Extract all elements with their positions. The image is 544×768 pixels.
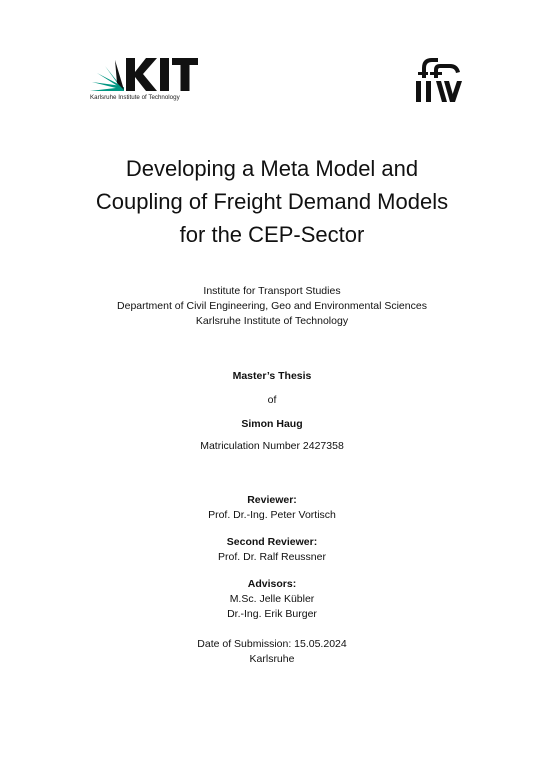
second-reviewer-block <box>0 535 544 565</box>
advisors-heading: Advisors: <box>247 578 297 590</box>
thesis-title <box>0 152 544 251</box>
author-name: Simon Haug <box>241 418 303 430</box>
thesis-of: of <box>267 394 277 406</box>
advisor-name: Dr.-Ing. Erik Burger <box>227 608 317 620</box>
submission-date: Date of Submission: 15.05.2024 <box>197 638 347 650</box>
ifv-logo <box>414 56 464 104</box>
institute-name: Institute for Transport Studies <box>203 285 341 297</box>
title-line-3: for the CEP-Sector <box>179 222 365 247</box>
second-reviewer-name: Prof. Dr. Ralf Reussner <box>218 551 326 563</box>
matriculation-number: Matriculation Number 2427358 <box>200 440 344 452</box>
submission-block <box>0 637 544 667</box>
submission-place: Karlsruhe <box>249 653 295 665</box>
department-name: Department of Civil Engineering, Geo and Environmental Sciences <box>117 300 427 312</box>
reviewer-block <box>0 493 544 523</box>
ifv-logo-graphic <box>414 56 464 104</box>
advisor-name: M.Sc. Jelle Kübler <box>229 593 315 605</box>
advisors-block <box>0 577 544 622</box>
university-name: Karlsruhe Institute of Technology <box>195 315 349 327</box>
reviewer-name: Prof. Dr.-Ing. Peter Vortisch <box>208 509 336 521</box>
thesis-type: Master’s Thesis <box>232 370 312 382</box>
second-reviewer-heading: Second Reviewer: <box>226 536 318 548</box>
kit-logo-graphic <box>90 55 200 95</box>
title-line-2: Coupling of Freight Demand Models <box>95 189 449 214</box>
title-line-1: Developing a Meta Model and <box>125 156 419 181</box>
institute-block <box>0 284 544 329</box>
kit-fan-icon <box>90 60 124 91</box>
kit-subtitle: Karlsruhe Institute of Technology <box>90 94 180 101</box>
reviewer-heading: Reviewer: <box>247 494 297 506</box>
kit-letters <box>126 58 198 91</box>
